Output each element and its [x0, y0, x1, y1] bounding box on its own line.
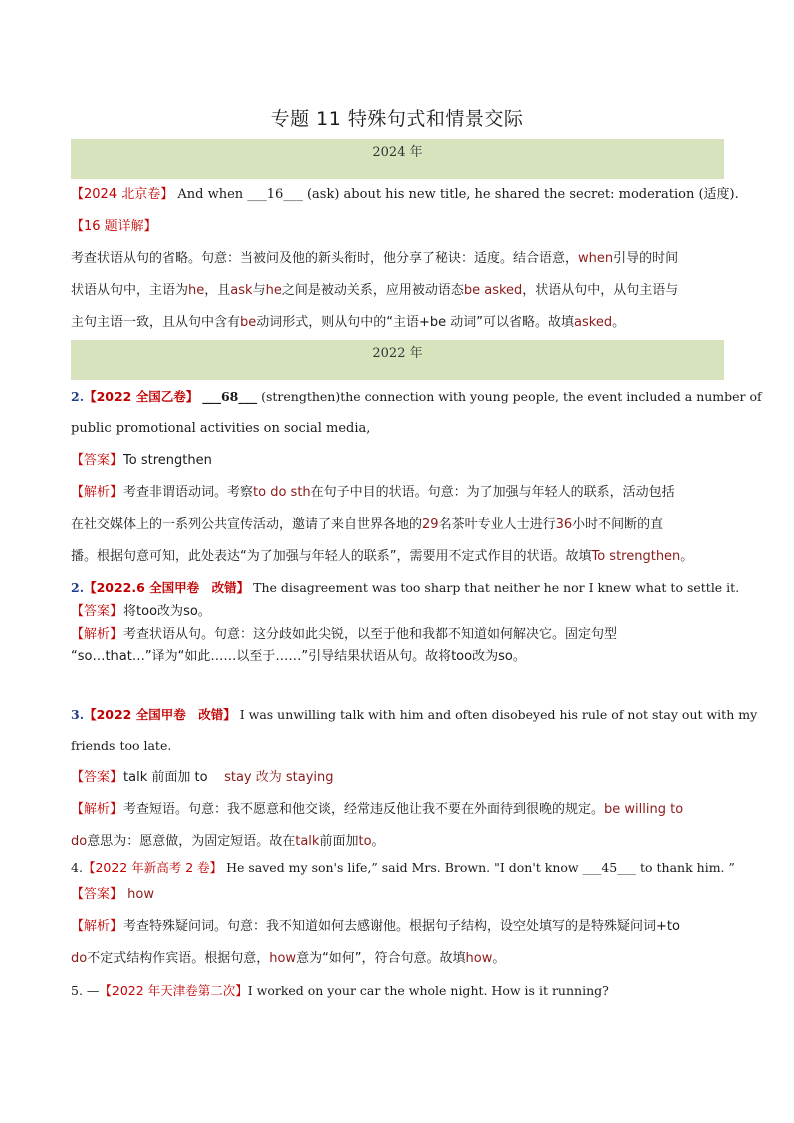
text: 。 [680, 549, 694, 564]
question-3-answer [71, 603, 724, 621]
term: be asked [463, 283, 523, 298]
answer-tag: 【答案】 [71, 887, 124, 902]
term: when [578, 251, 614, 266]
question-1 [71, 186, 739, 204]
question-source-tag: 【2022 年天津卷第二次】 [99, 983, 248, 998]
term: to do sth [253, 485, 311, 500]
text: 。 [492, 951, 506, 966]
term: ask [230, 283, 253, 298]
text: 考查状语从句的省略。句意：当被问及他的新头衔时，他分享了秘诀：适度。结合语意， [71, 251, 579, 266]
answer-tag: 【答案】 [71, 604, 124, 619]
term: To strengthen [591, 549, 681, 564]
term: stay [224, 770, 252, 785]
text: 不定式结构作宾语。根据句意， [87, 951, 270, 966]
term: be [240, 315, 257, 330]
question-source-tag: 【2024 北京卷】 [71, 187, 174, 202]
text: 考查非谓语动词。考察 [123, 485, 254, 500]
analysis-tag: 【解析】 [71, 919, 124, 934]
question-text-pre: And when [177, 187, 244, 202]
question-text-pre: He saved my son's life,” said Mrs. Brown. "I don't know [226, 860, 579, 875]
text: 改为 [472, 649, 499, 664]
term: do [71, 951, 88, 966]
term: asked [574, 315, 613, 330]
term: too [451, 649, 473, 664]
analysis-tag: 【解析】 [71, 802, 124, 817]
question-4-answer [71, 769, 724, 787]
detail-tag: 【16 题详解】 [71, 219, 157, 234]
text: 将 [123, 604, 137, 619]
term: 36 [555, 517, 573, 532]
question-3 [71, 579, 740, 597]
year-band-2022 [71, 340, 724, 380]
question-2-analysis-1 [71, 484, 724, 502]
question-6 [71, 982, 724, 1000]
text: 与 [252, 283, 266, 298]
question-number: 2. [71, 580, 85, 595]
question-3-analysis-1 [71, 626, 724, 644]
analysis-tag: 【解析】 [71, 485, 124, 500]
text: 改为 [255, 770, 282, 785]
question-text: (strengthen)the connection with young people, the event included a number of [261, 389, 762, 404]
question-4 [71, 706, 758, 724]
text: 考查状语从句。句意：这分歧如此尖锐，以至于他和我都不知道如何解决它。固定句型 [123, 627, 618, 642]
term: he [265, 283, 282, 298]
question-5-answer [71, 886, 724, 904]
term: so [183, 604, 198, 619]
question-source-tag: 【2022.6 全国甲卷 改错】 [84, 580, 250, 595]
term: he [188, 283, 205, 298]
question-text: The disagreement was too sharp that neither he nor I knew what to settle it. [253, 580, 740, 595]
text: 改为 [157, 604, 184, 619]
term: to [358, 834, 372, 849]
question-2-analysis-2 [71, 516, 724, 534]
text: 考查特殊疑问词。句意：我不知道如何去感谢他。根据句子结构，设空处填写的是特殊疑问词+to [123, 919, 680, 934]
question-number: 5. — [71, 983, 100, 998]
question-text-post: to thank him. ” [640, 860, 735, 875]
text: 。 [197, 604, 211, 619]
question-3-analysis-2 [71, 648, 724, 666]
answer-blank: ___16___ [247, 187, 303, 202]
text: 。 [612, 315, 626, 330]
term: staying [285, 770, 334, 785]
question-2-analysis-3 [71, 548, 724, 566]
text: 意思为：愿意做，为固定短语。故在 [87, 834, 296, 849]
text: 考查短语。句意：我不愿意和他交谈，经常违反他让我不要在外面待到很晚的规定。 [123, 802, 605, 817]
answer-blank: ___68___ [202, 389, 258, 404]
text: 播。根据句意可知，此处表达“为了加强与年轻人的联系”，需要用不定式作目的状语。故填 [71, 549, 592, 564]
text: 。 [512, 649, 526, 664]
year-band-label: 2024 年 [372, 145, 423, 160]
text: 主句主语一致，且从句中含有 [71, 315, 241, 330]
question-5-analysis-1 [71, 918, 724, 936]
analysis-tag: 【解析】 [71, 627, 124, 642]
question-1-detail-heading [71, 218, 724, 236]
text: 前面加 [319, 834, 359, 849]
text: 在句子中目的状语。句意：为了加强与年轻人的联系，活动包括 [310, 485, 675, 500]
term: talk [295, 834, 320, 849]
question-2-line-2 [71, 420, 724, 438]
term: so [498, 649, 513, 664]
question-text: I worked on your car the whole night. How is it running? [247, 983, 609, 998]
question-text-post: (ask) about his new title, he shared the secret: moderation (适度). [306, 187, 739, 202]
page-title: 专题 11 特殊句式和情景交际 [270, 108, 524, 130]
answer-value: To strengthen [123, 453, 212, 468]
question-number: 2. [71, 389, 85, 404]
text: 。 [371, 834, 385, 849]
question-source-tag: 【2022 全国乙卷】 [84, 389, 199, 404]
text: 动词形式，则从句中的“主语+be 动词”可以省略。故填 [256, 315, 575, 330]
question-5-analysis-2 [71, 950, 724, 968]
term: do [71, 834, 88, 849]
explanation-line-1 [71, 250, 724, 268]
explanation-line-2 [71, 282, 724, 300]
question-source-tag: 【2022 全国甲卷 改错】 [84, 707, 236, 722]
text: 意为“如何”，符合句意。故填 [296, 951, 466, 966]
answer-blank: ___45___ [582, 860, 637, 875]
text: ，状语从句中，从句主语与 [522, 283, 679, 298]
question-2 [71, 388, 762, 406]
question-text: public promotional activities on social media, [71, 421, 371, 436]
term: 29 [422, 517, 439, 532]
text: 小时不间断的直 [572, 517, 664, 532]
question-number: 3. [71, 707, 85, 722]
question-4-analysis-1 [71, 801, 724, 819]
text: 状语从句中，主语为 [71, 283, 189, 298]
term: too [136, 604, 158, 619]
answer-tag: 【答案】 [71, 770, 124, 785]
question-4-line-2 [71, 737, 724, 755]
answer-value: how [127, 887, 154, 902]
text: talk 前面加 to [123, 770, 208, 785]
question-number: 4. [71, 860, 83, 875]
year-band-2024 [71, 139, 724, 179]
question-5 [71, 859, 735, 877]
text: 名茶叶专业人士进行 [438, 517, 556, 532]
text: 在社交媒体上的一系列公共宣传活动，邀请了来自世界各地的 [71, 517, 423, 532]
explanation-line-3 [71, 314, 724, 332]
term: how [465, 951, 493, 966]
term: be willing to [604, 802, 684, 817]
year-band-label: 2022 年 [372, 346, 423, 361]
question-2-answer [71, 452, 724, 470]
text: “so…that…”译为“如此……以至于……”引导结果状语从句。故将 [71, 649, 452, 664]
text: 引导的时间 [613, 251, 679, 266]
text: 之间是被动关系，应用被动语态 [281, 283, 464, 298]
question-source-tag: 【2022 年新高考 2 卷】 [82, 860, 223, 875]
question-text: friends too late. [71, 738, 172, 753]
question-4-analysis-2 [71, 833, 724, 851]
term: how [269, 951, 297, 966]
answer-tag: 【答案】 [71, 453, 124, 468]
text: ，且 [204, 283, 231, 298]
question-text: I was unwilling talk with him and often disobeyed his rule of not stay out with my [239, 707, 758, 722]
